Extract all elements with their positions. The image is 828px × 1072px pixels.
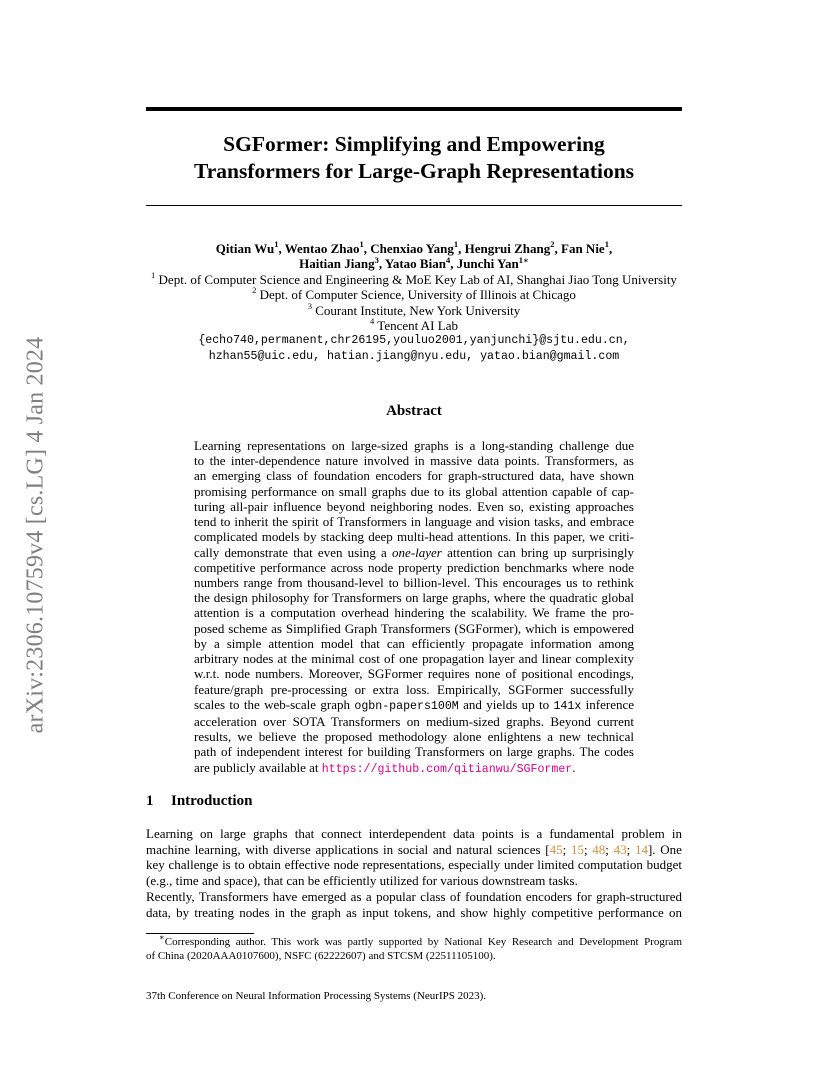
section-title: Introduction xyxy=(171,793,253,809)
abstract-line: promising performance on small graphs due to its global attention capable of cap- xyxy=(194,483,634,499)
intro-paragraph-1 xyxy=(146,826,682,888)
author-line-1: Qitian Wu$^1$, Wentao Zhao$^1$, Chenxiao Yang$^1$, Hengrui Zhang$^2$, Fan Nie$^1$, xyxy=(215,239,613,256)
abstract-body xyxy=(194,438,634,777)
citation-link[interactable]: 48 xyxy=(592,841,606,857)
paper-title xyxy=(146,131,682,185)
abstract-line: an emerging class of foundation encoders for graph-structured data, have shown xyxy=(194,468,634,484)
affiliation-line: $^1$ Dept. of Computer Science and Engineering & MoE Key Lab of AI, Shanghai Jiao Tong University xyxy=(151,269,677,287)
citation-link[interactable]: 14 xyxy=(634,841,648,857)
author-affiliation-mark: 1 xyxy=(453,239,459,250)
author-affiliation-mark: 1∗ xyxy=(518,254,529,265)
author-affiliation-mark: 4 xyxy=(445,254,451,265)
author-line-2: Haitian Jiang$^3$, Yatao Bian$^4$, Junchi Yan$^{1∗}$ xyxy=(299,254,529,272)
abstract-line: complicated models by stacking deep multi-head attentions. In this paper, we criti- xyxy=(194,529,634,545)
author-affiliation-mark: 1 xyxy=(604,239,609,250)
arxiv-identifier: arXiv:2306.10759v4 [cs.LG] 4 Jan 2024 xyxy=(22,336,49,734)
affiliation-line: $^2$ Dept. of Computer Science, University of Illinois at Chicago xyxy=(252,285,576,303)
intro-line: data, by treating nodes in the graph as input tokens, and show highly competitive performance on xyxy=(146,904,682,920)
abstract-line: results, we believe the proposed methodology alone enlightens a new technical xyxy=(194,729,634,745)
abstract-line: Learning representations on large-sized graphs is a long-standing challenge due xyxy=(194,438,634,453)
venue-note: 37th Conference on Neural Information Processing Systems (NeurIPS 2023). xyxy=(146,990,487,1002)
footnote-line: ∗Corresponding author. This work was partly supported by National Key Research and Development Program xyxy=(159,931,682,948)
email-line: {echo740,permanent,chr26195,youluo2001,yanjunchi}@sjtu.edu.cn, xyxy=(198,334,630,348)
footnote xyxy=(146,931,682,963)
citation-link[interactable]: 45 xyxy=(549,841,563,857)
intro-line: (e.g., time and space), that can be efficiently utilized for various downstream tasks. xyxy=(146,872,578,888)
abstract-line: turing all-pair influence beyond neighboring nodes. Even so, existing approaches xyxy=(194,498,634,514)
email-line: hzhan55@uic.edu, hatian.jiang@nyu.edu, yatao.bian@gmail.com xyxy=(208,349,620,363)
abstract-line: the design philosophy for Transformers on large graphs, where the quadratic global xyxy=(194,590,634,606)
abstract-line: scales to the web-scale graph ogbn-papers100M and yields up to 141x inference xyxy=(194,696,634,713)
title-line-1: SGFormer: Simplifying and Empowering xyxy=(223,132,605,156)
abstract-line: path of independent interest for building Transformers on large graphs. The codes xyxy=(194,744,634,760)
intro-line: key challenge is to obtain effective node representations, especially under limited computation budget xyxy=(146,857,682,872)
dataset-name: ogbn-papers100M xyxy=(354,699,459,713)
author-name: Chenxiao Yang xyxy=(370,241,454,256)
abstract-line: w.r.t. node numbers. Moreover, SGFormer requires none of positional encodings, xyxy=(194,666,634,682)
title-rule-bottom xyxy=(146,205,682,206)
abstract-line: numbers range from thousand-level to billion-level. This encourages us to rethink xyxy=(194,574,634,590)
author-name: Junchi Yan xyxy=(456,256,519,272)
author-name: Hengrui Zhang xyxy=(464,241,551,256)
author-affiliation-mark: 1 xyxy=(359,239,364,250)
author-affiliation-mark: 2 xyxy=(550,239,555,250)
intro-paragraph-2 xyxy=(146,889,682,920)
author-name: Qitian Wu xyxy=(215,241,275,256)
author-affiliation-mark: 1 xyxy=(274,239,279,250)
abstract-line: cally demonstrate that even using a one-layer attention can bring up surprisingly xyxy=(194,544,634,560)
abstract-line: tend to inherit the spirit of Transformers in language and vision tasks, and embrace xyxy=(194,514,634,530)
intro-line: Learning on large graphs that connect interdependent data points is a fundamental problem in xyxy=(146,826,682,841)
author-name: Fan Nie xyxy=(561,241,605,256)
section-number: 1 xyxy=(146,793,154,809)
intro-line: Recently, Transformers have emerged as a popular class of foundation encoders for graph-structured xyxy=(146,889,682,904)
section-heading-introduction xyxy=(146,793,252,810)
abstract-line: arbitrary nodes at the minimal cost of one propagation layer and linear complexity xyxy=(194,651,634,667)
abstract-heading: Abstract xyxy=(386,403,442,419)
abstract-line: posed scheme as Simplified Graph Transformers (SGFormer), which is empowered xyxy=(194,620,634,636)
emphasis: one-layer xyxy=(392,544,442,560)
footnote-mark: ∗ xyxy=(159,931,165,942)
author-block xyxy=(120,241,708,364)
abstract-line: acceleration over SOTA Transformers on medium-sized graphs. Beyond current xyxy=(194,713,634,729)
author-affiliation-mark: 3 xyxy=(374,254,379,265)
abstract-line: are publicly available at https://github.com/qitianwu/SGFormer. xyxy=(194,759,576,776)
abstract-line: by a simple attention model that can efficiently propagate information among xyxy=(194,635,634,651)
intro-line: machine learning, with diverse applications in social and natural sciences [45; 15; 48; 43; 14]. One xyxy=(146,841,682,857)
affiliation-line: $^4$ Tencent AI Lab xyxy=(370,316,458,334)
title-line-2: Transformers for Large-Graph Representations xyxy=(193,159,635,183)
citation-link[interactable]: 43 xyxy=(613,841,627,857)
abstract-line: to the inter-dependence nature involved in massive data points. Transformers, as xyxy=(194,453,634,469)
author-name: Yatao Bian xyxy=(384,256,446,272)
code-repository-link[interactable]: https://github.com/qitianwu/SGFormer xyxy=(321,762,573,776)
author-name: Haitian Jiang xyxy=(299,256,375,272)
speedup-value: 141x xyxy=(553,699,582,713)
abstract-line: feature/graph pre-processing or extra loss. Empirically, SGFormer successfully xyxy=(194,681,634,697)
affiliation-line: $^3$ Courant Institute, New York University xyxy=(307,300,521,318)
title-rule-top xyxy=(146,107,682,111)
author-name: Wentao Zhao xyxy=(284,241,360,256)
abstract-line: competitive performance across node property prediction benchmarks where node xyxy=(194,559,634,575)
abstract-line: attention is a computation overhead hindering the scalability. We frame the pro- xyxy=(194,605,634,621)
citation-link[interactable]: 15 xyxy=(570,841,584,857)
footnote-line: of China (2020AAA0107600), NSFC (62222607) and STCSM (22511105100). xyxy=(146,949,496,962)
